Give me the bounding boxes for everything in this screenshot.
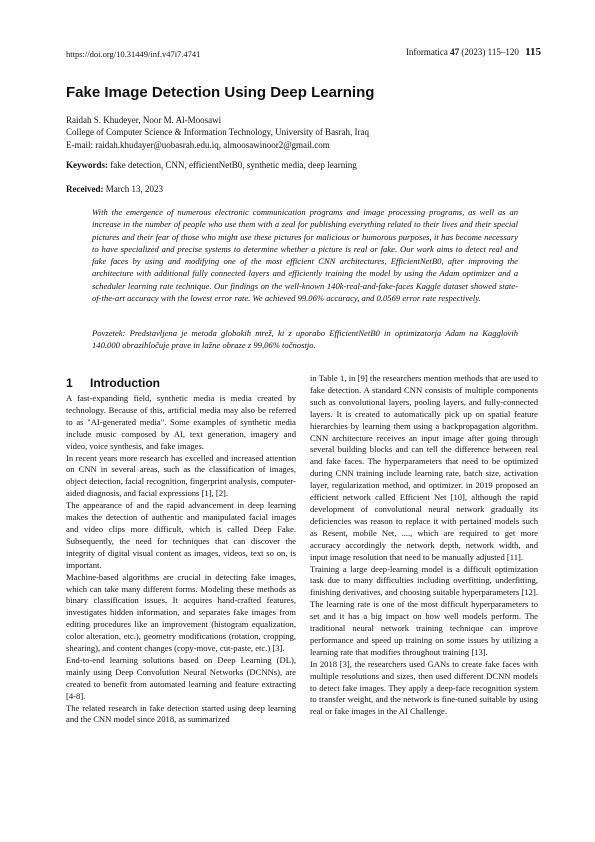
paragraph: The appearance of and the rapid advancement in deep learning makes the detection of authentic and manipulated facial images and video clips more difficult, which is called Deep Fake. Subsequently, the need for techniques that can discover the integrity of digital visual content as images, videos, text so on, is important.: [66, 500, 296, 570]
right-column: [310, 373, 538, 718]
keywords-label: Keywords:: [66, 160, 108, 170]
author-names: Raidah S. Khudeyer, Noor M. Al-Moosawi: [66, 115, 222, 125]
paragraph: Training a large deep-learning model is a difficult optimization task due to many difficulties including overfitting, underfitting, finishing derivatives, and choosing suitable hyperparameters [12]. The learning rate is one of the most difficult hyperparameters to set and it has a big impact on how well models perform. The traditional neural network training technique can improve performance and speed up training on some issues by utilizing a learning rate that modifies throughout training [13].: [310, 563, 538, 657]
journal-volume: 47: [450, 47, 460, 57]
paragraph: End-to-end learning solutions based on Deep Learning (DL), mainly using Deep Convolution Neural Networks (DCNNs), are created to benefit from automated learning and feature extracting [4-8].: [66, 654, 296, 701]
received-label: Received:: [66, 184, 104, 194]
abstract: With the emergence of numerous electronic communication programs and image processing programs, as well as an increase in the number of people who use them with a zeal for publishing everything related to their lives and their special pictures and their fear of those who might use these pictures for malicious or humorous purposes, it has become necessary to have specialized and precise systems to determine whether a picture is real or fake. Our work aims to detect real and fake faces by using and modifying one of the most efficient CNN architectures, EfficientNetB0, after improving the architecture with additional fully connected layers and efficiently training the model by using the Adam optimizer and a scheduler learning rate technique. Our findings on the well-known 140k-real-and-fake-faces Kaggle dataset showed state-of-the-art accuracy with the lowest error rate. We achieved 99.06% accuracy, and 0.0569 error rate respectively.: [92, 207, 518, 304]
received-date: [66, 184, 163, 194]
left-column: [66, 393, 296, 726]
page-number: 115: [525, 46, 541, 58]
section-heading: [66, 376, 160, 390]
journal-year-pages: (2023) 115–120: [461, 47, 519, 57]
paragraph: In 2018 [3], the researchers used GANs to create fake faces with multiple resolutions and sizes, then used different DCNN models to detect fake images. They apply a deep-face recognition system to transfer weight, and the network is fine-tuned suitable by using real or fake images in the AI Challenge.: [310, 658, 538, 717]
paragraph: The related research in fake detection started using deep learning and the CNN model since 2018, as summarized: [66, 702, 296, 725]
paragraph: Machine-based algorithms are crucial in detecting fake images, which can take many different forms. Modeling these methods as binary classification issues. It acquires hand-crafted features, investigates hidden information, and separates fake images from editing procedures like an improvement (histogram equalization, color alteration, etc.), geometry modifications (rotation, cropping, shearing), and content changes (copy-move, cut-paste, etc.) [3].: [66, 571, 296, 654]
author-email: E-mail: raidah.khudayer@uobasrah.edu.iq, almoosawinoor2@gmail.com: [66, 139, 330, 150]
section-title: Introduction: [90, 376, 161, 390]
received-text: March 13, 2023: [105, 184, 163, 194]
paper-title: Fake Image Detection Using Deep Learning: [66, 84, 375, 101]
povzetek: Povzetek: Predstavljena je metoda globokih mrež, ki z uporabo EfficientNetB0 in optimizatorja Adam na Kagglovih 140.000 obrazihločuje prave in lažne obraze z 99,06% točnostjo.: [92, 328, 518, 351]
doi-link[interactable]: https://doi.org/10.31449/inf.v47i7.4741: [66, 49, 201, 59]
journal-name: Informatica: [405, 47, 448, 57]
author-block: [66, 114, 369, 151]
paragraph: In recent years more research has excelled and increased attention on CNN in several areas, such as the classification of images, object detection, facial recognition, fingerprint analysis, computer-aided diagnosis, and facial expressions [1], [2].: [66, 452, 296, 499]
paragraph: in Table 1, in [9] the researchers mention methods that are used to fake detection. A standard CNN consists of multiple components such as convolutional layers, pooling layers, and fully-connected layers. It is created to automatically pick up on spatial feature hierarchies by learning them using a backpropagation algorithm. CNN architecture receives an input image after going through several building blocks and can tell the difference between real and fake faces. The hyperparameters that need to be optimized during CNN training include learning rate, batch size, activation layer, regularization method, and optimizer. in 2019 proposed an efficient network called Efficient Net [10], although the rapid development of convolutional neural network gradually its deficiencies was reason to replace it with pertained models such as Resent, mobile Net, ...., which are required to get more accuracy accordingly the network depth, network width, and input image resolution that need to be manually adjusted [11].: [310, 373, 538, 562]
paragraph: A fast-expanding field, synthetic media is media created by technology. Because of this, artificial media may also be referred to as "AI-generated media". Some examples of synthetic media include music composed by AI, text generation, imagery and video, voice synthesis, and fake images.: [66, 393, 296, 451]
keywords-text: fake detection, CNN, efficientNetB0, synthetic media, deep learning: [110, 160, 357, 170]
section-number: 1: [66, 376, 73, 390]
affiliation: College of Computer Science & Information Technology, University of Basrah, Iraq: [66, 127, 370, 138]
keywords: [66, 160, 357, 170]
journal-info: [406, 46, 541, 58]
